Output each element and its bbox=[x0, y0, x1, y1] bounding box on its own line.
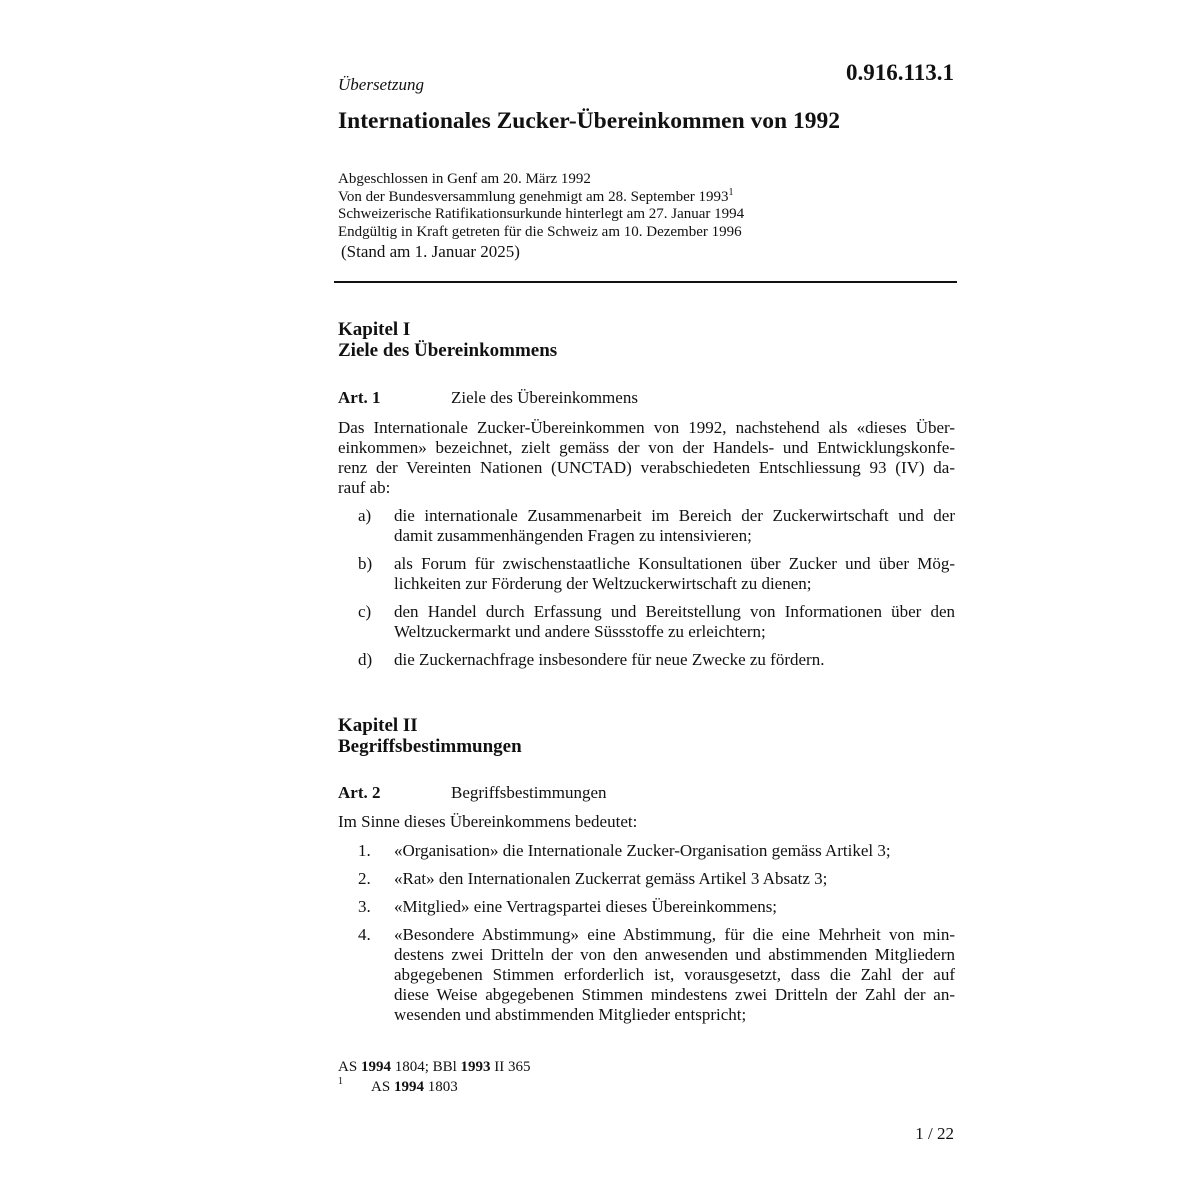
article-2-title: Begriffsbestimmungen bbox=[451, 783, 607, 802]
footnote-page: 1803 bbox=[427, 1079, 458, 1095]
list-item-label: d) bbox=[358, 650, 373, 669]
chapter-1-title: Ziele des Übereinkommens bbox=[338, 340, 558, 361]
text-line: «Organisation» die Internationale Zucker-Organisation gemäss Artikel 3; bbox=[394, 841, 891, 860]
list-item-text bbox=[394, 897, 955, 917]
text-line: damit zusammenhängenden Fragen zu intensivieren; bbox=[394, 526, 752, 545]
source-as-page: 1804; BBl bbox=[394, 1059, 457, 1075]
document-metadata bbox=[338, 171, 744, 241]
text-line: einkommen» bezeichnet, zielt gemäss der von der Handels- und Entwicklungskonfe- bbox=[338, 438, 955, 457]
list-item-label: b) bbox=[358, 554, 373, 573]
in-force-line: Endgültig in Kraft getreten für die Schweiz am 10. Dezember 1996 bbox=[338, 223, 742, 240]
source-as-prefix: AS bbox=[338, 1059, 358, 1075]
text-line: Im Sinne dieses Übereinkommens bedeutet: bbox=[338, 812, 638, 831]
text-line: lichkeiten zur Förderung der Weltzuckerwirtschaft zu dienen; bbox=[394, 574, 812, 593]
list-item-label: c) bbox=[358, 602, 372, 621]
text-line: rauf ab: bbox=[338, 478, 391, 497]
text-line: als Forum für zwischenstaatliche Konsultationen über Zucker und über Mög- bbox=[394, 554, 955, 573]
ratified-line: Schweizerische Ratifikationsurkunde hinterlegt am 27. Januar 1994 bbox=[338, 206, 745, 222]
source-bbl-year: 1993 bbox=[460, 1059, 491, 1075]
chapter-1-heading bbox=[338, 319, 557, 361]
list-item-text bbox=[394, 869, 955, 889]
list-item-label: 3. bbox=[358, 897, 371, 916]
footnote-reference[interactable]: 1 bbox=[728, 186, 734, 198]
chapter-1-number: Kapitel I bbox=[338, 319, 411, 340]
source-reference bbox=[338, 1059, 531, 1076]
chapter-2-number: Kapitel II bbox=[338, 715, 418, 736]
header-divider bbox=[334, 281, 957, 283]
text-line: wesenden und abstimmenden Mitglieder entspricht; bbox=[394, 1005, 747, 1024]
translation-label: Übersetzung bbox=[338, 75, 424, 94]
document-title: Internationales Zucker-Übereinkommen von 1992 bbox=[338, 108, 840, 134]
page-number: 1 / 22 bbox=[915, 1124, 954, 1143]
text-line: «Besondere Abstimmung» eine Abstimmung, für die eine Mehrheit von min- bbox=[394, 925, 955, 944]
list-item-text bbox=[394, 506, 955, 546]
text-line: «Mitglied» eine Vertragspartei dieses Übereinkommens; bbox=[394, 897, 778, 916]
text-line: Weltzuckermarkt und andere Süssstoffe zu erleichtern; bbox=[394, 622, 766, 641]
footnote-year: 1994 bbox=[393, 1079, 424, 1095]
text-line: renz der Vereinten Nationen (UNCTAD) verabschiedeten Entschliessung 93 (IV) da- bbox=[338, 458, 955, 477]
text-line: den Handel durch Erfassung und Bereitstellung von Informationen über den bbox=[394, 602, 955, 621]
footnote-prefix: AS bbox=[371, 1079, 391, 1095]
text-line: Das Internationale Zucker-Übereinkommen von 1992, nachstehend als «dieses Über- bbox=[338, 418, 955, 437]
chapter-2-heading bbox=[338, 715, 522, 757]
approved-text: Von der Bundesversammlung genehmigt am 28. September 1993 bbox=[338, 188, 729, 205]
list-item-text bbox=[394, 554, 955, 594]
status-date: (Stand am 1. Januar 2025) bbox=[341, 242, 520, 261]
footnote-mark: 1 bbox=[338, 1076, 343, 1087]
article-1-intro bbox=[338, 418, 955, 498]
text-line: diese Weise abgegebenen Stimmen mindestens zwei Dritteln der Zahl der an- bbox=[394, 985, 955, 1004]
article-1-title: Ziele des Übereinkommens bbox=[451, 388, 638, 407]
approved-line bbox=[338, 186, 744, 207]
text-line: die Zuckernachfrage insbesondere für neue Zwecke zu fördern. bbox=[394, 650, 825, 669]
list-item-label: 4. bbox=[358, 925, 371, 944]
list-item-text bbox=[394, 602, 955, 642]
list-item-label: 1. bbox=[358, 841, 371, 860]
text-line: «Rat» den Internationalen Zuckerrat gemäss Artikel 3 Absatz 3; bbox=[394, 869, 828, 888]
list-item-label: a) bbox=[358, 506, 372, 525]
list-item-text bbox=[394, 841, 955, 861]
source-bbl-rest: II 365 bbox=[494, 1059, 531, 1075]
sr-number: 0.916.113.1 bbox=[846, 60, 954, 85]
article-1-number: Art. 1 bbox=[338, 388, 381, 407]
list-item-label: 2. bbox=[358, 869, 371, 888]
concluded-line: Abgeschlossen in Genf am 20. März 1992 bbox=[338, 171, 591, 187]
text-line: abgegebenen Stimmen erforderlich ist, vorausgesetzt, dass die Zahl der auf bbox=[394, 965, 955, 984]
footnote-text bbox=[371, 1079, 458, 1096]
article-2-intro bbox=[338, 812, 955, 832]
text-line: die internationale Zusammenarbeit im Bereich der Zuckerwirtschaft und der bbox=[394, 506, 955, 525]
list-item-text bbox=[394, 650, 955, 670]
text-line: destens zwei Dritteln der von den anwesenden und abstimmenden Mitgliedern bbox=[394, 945, 955, 964]
article-2-number: Art. 2 bbox=[338, 783, 381, 802]
chapter-2-title: Begriffsbestimmungen bbox=[338, 736, 522, 757]
source-as-year: 1994 bbox=[360, 1059, 391, 1075]
list-item-text bbox=[394, 925, 955, 1025]
